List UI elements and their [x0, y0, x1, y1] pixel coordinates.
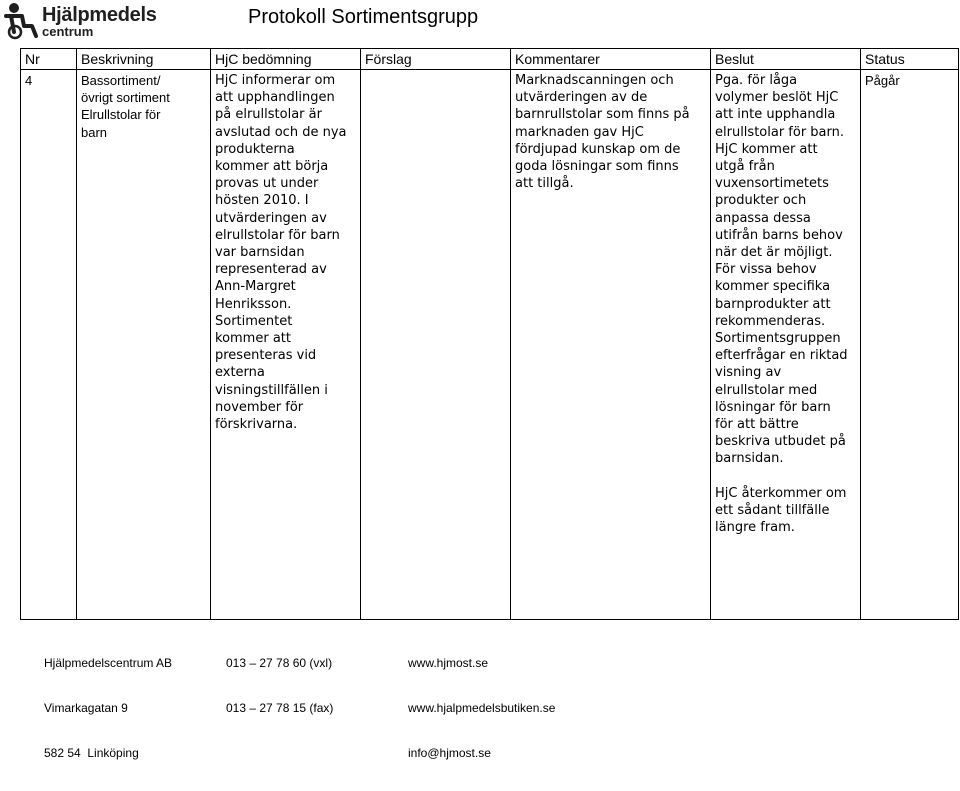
column-header-status: Status: [861, 49, 959, 70]
page-footer: [0, 624, 960, 760]
cell-nr: [21, 70, 77, 620]
footer-city: 582 54 Linköping: [44, 746, 139, 760]
cell-kommentarer: [511, 70, 711, 620]
column-header-kommentarer: Kommentarer: [511, 49, 711, 70]
nr-text: 4: [25, 73, 33, 88]
footer-shop-website: www.hjalpmedelsbutiken.se: [408, 701, 556, 715]
page-title: Protokoll Sortimentsgrupp: [248, 6, 479, 28]
bedomning-text: HjC informerar om att upphandlingen på elrullstolar är avslutad och de nya produkterna kommer att börja provas ut under hösten 2010. I utvärderingen av elrullstolar för barn var barnsidan representerad av Ann-Margret Henriksson. Sortimentet kommer att presenteras vid externa visningstillfällen i november för förskrivarna.: [215, 73, 347, 433]
footer-phone-fax: 013 – 27 78 15 (fax): [226, 701, 334, 715]
footer-company: Hjälpmedelscentrum AB: [44, 656, 173, 670]
footer-address: [44, 626, 172, 791]
cell-hjc-bedomning: [211, 70, 361, 620]
column-header-beskrivning: Beskrivning: [77, 49, 211, 70]
beskrivning-text: Bassortiment/ övrigt sortiment Elrullstolar för barn: [81, 73, 170, 140]
cell-beslut: [711, 70, 861, 620]
footer-street: Vimarkagatan 9: [44, 701, 128, 715]
footer-website: www.hjmost.se: [408, 656, 489, 670]
logo-subtitle: centrum: [42, 24, 94, 39]
cell-status: [861, 70, 959, 620]
kommentarer-text: Marknadscanningen och utvärderingen av de barnrullstolar som finns på marknaden gav HjC fördjupad kunskap om de goda lösningar som finns att tillgå.: [515, 73, 690, 192]
beslut-text: Pga. för låga volymer beslöt HjC att inte upphandla elrullstolar för barn. HjC kommer att utgå från vuxensortimetets produkter och anpassa dessa utifrån barns behov när det är möjligt. För vissa behov kommer specifika barnprodukter att rekommenderas. Sortimentsgruppen efterfrågar en riktad visning av elrullstolar med lösningar för barn för att bättre beskriva utbudet på barnsidan.: [715, 73, 848, 467]
table-row: [21, 70, 959, 620]
logo-name: Hjälpmedels: [42, 4, 157, 26]
status-badge: Pågår: [865, 73, 900, 88]
protocol-table: [20, 48, 959, 620]
footer-phone: [226, 626, 333, 746]
column-header-beslut: Beslut: [711, 49, 861, 70]
column-header-forslag: Förslag: [361, 49, 511, 70]
logo-icon: [2, 2, 40, 40]
column-header-hjc-bedomning: HjC bedömning: [211, 49, 361, 70]
logo: [2, 2, 157, 40]
column-header-nr: Nr: [21, 49, 77, 70]
page-header: [0, 0, 960, 44]
cell-forslag: [361, 70, 511, 620]
footer-web: [408, 626, 555, 791]
footer-email: info@hjmost.se: [408, 746, 491, 760]
beslut-followup-text: HjC återkommer om ett sådant tillfälle längre fram.: [715, 485, 847, 536]
table-header-row: [21, 49, 959, 70]
footer-phone-switchboard: 013 – 27 78 60 (vxl): [226, 656, 333, 670]
cell-beskrivning: [77, 70, 211, 620]
